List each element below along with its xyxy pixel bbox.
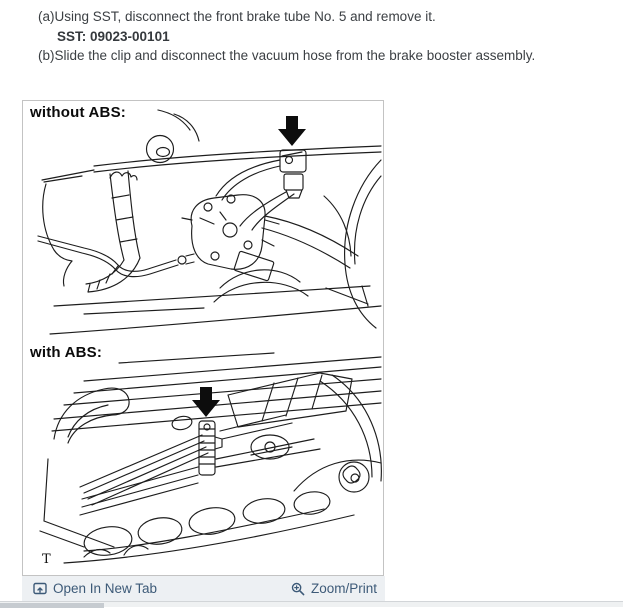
instruction-block (38, 7, 608, 66)
figure-action-bar (22, 576, 385, 601)
sst-number-text: SST: 09023-00101 (57, 28, 170, 44)
magnifier-plus-icon (291, 582, 305, 596)
figure-panel (22, 100, 384, 576)
step-b-text: (b)Slide the clip and disconnect the vacuum hose from the brake booster assembly. (38, 48, 536, 63)
label-with-abs: with ABS: (30, 344, 103, 361)
step-a-text: (a)Using SST, disconnect the front brake tube No. 5 and remove it. (38, 9, 436, 24)
zoom-print-label: Zoom/Print (310, 581, 377, 596)
label-without-abs: without ABS: (30, 104, 126, 121)
open-in-new-tab-label: Open In New Tab (53, 581, 158, 596)
open-in-new-tab-icon (33, 582, 47, 595)
zoom-print-link[interactable] (291, 581, 377, 596)
with-abs-illustration (24, 351, 382, 569)
open-in-new-tab-link[interactable] (33, 581, 157, 596)
horizontal-scrollbar-track[interactable] (0, 601, 623, 607)
without-abs-illustration (24, 108, 382, 340)
figure-corner-letter: T (42, 552, 51, 567)
horizontal-scrollbar-thumb[interactable] (0, 603, 104, 608)
